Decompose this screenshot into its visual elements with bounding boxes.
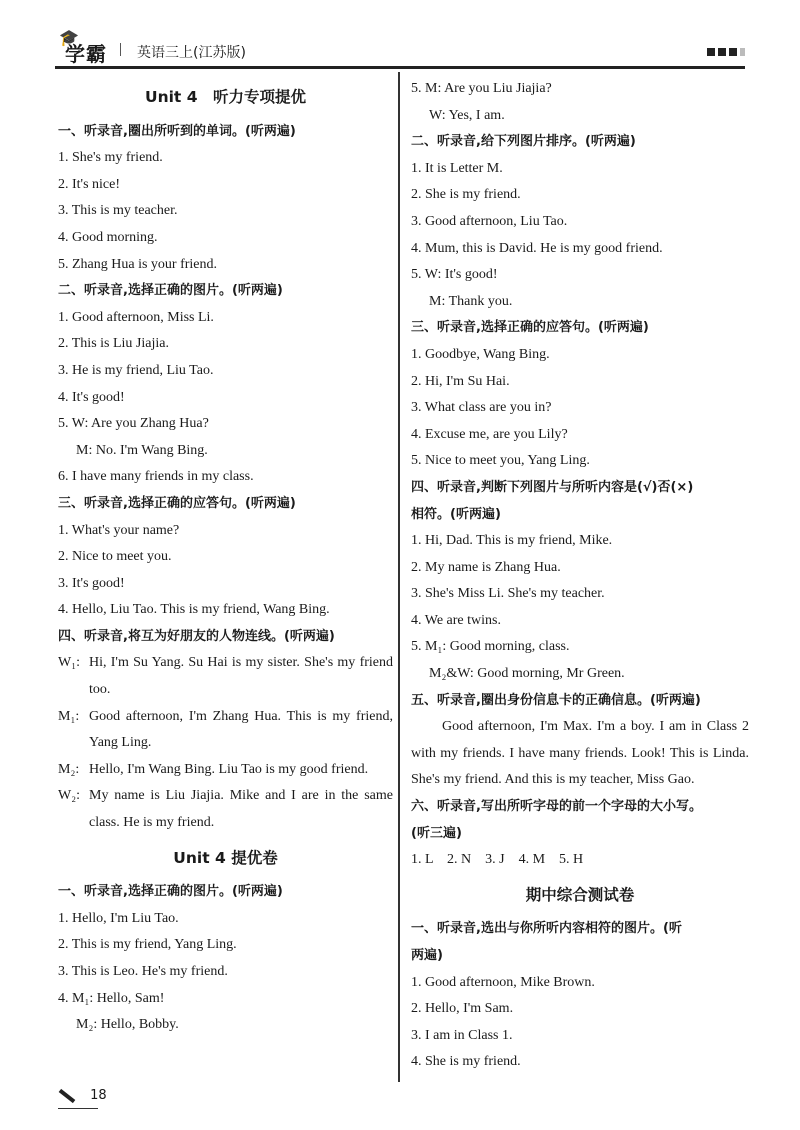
dialog-text: Hi, I'm Su Yang. Su Hai is my sister. She's my friend too. xyxy=(89,655,393,698)
list-item: 5. Zhang Hua is your friend. xyxy=(58,256,218,272)
section-heading: 一、听录音,选择正确的图片。(听两遍) xyxy=(58,884,283,900)
section-heading-cont: (听三遍) xyxy=(411,825,462,841)
column-divider xyxy=(398,72,400,1082)
list-item: 1. Goodbye, Wang Bing. xyxy=(411,346,550,362)
list-item: 5. M₁: Good morning, class. xyxy=(411,639,570,655)
dialog-text: Hello, I'm Wang Bing. Liu Tao is my good friend. xyxy=(89,761,369,777)
speaker-label: W₁: xyxy=(58,655,80,671)
list-item-continuation: W: Yes, I am. xyxy=(429,107,505,123)
list-item: 2. My name is Zhang Hua. xyxy=(411,559,561,575)
list-item: 1. It is Letter M. xyxy=(411,160,503,176)
list-item: 1. Good afternoon, Miss Li. xyxy=(58,309,214,325)
list-item: 2. She is my friend. xyxy=(411,187,521,203)
list-item: 3. She's Miss Li. She's my teacher. xyxy=(411,586,605,602)
section-heading-cont: 两遍) xyxy=(411,948,443,963)
list-item: 3. Good afternoon, Liu Tao. xyxy=(411,213,568,229)
left-column xyxy=(58,76,393,1039)
right-column xyxy=(411,76,749,1076)
list-item: 2. Nice to meet you. xyxy=(58,549,172,565)
list-item: 3. I am in Class 1. xyxy=(411,1027,513,1043)
list-item: 2. It's nice! xyxy=(58,176,121,192)
list-item: 3. He is my friend, Liu Tao. xyxy=(58,362,214,378)
dialog-text: Good afternoon, I'm Zhang Hua. This is my friend, Yang Ling. xyxy=(89,708,393,751)
section-title-unit4-listening: Unit 4 听力专项提优 xyxy=(144,88,307,106)
section-heading: 二、听录音,选择正确的图片。(听两遍) xyxy=(58,283,283,299)
list-item: 5. M: Are you Liu Jiajia? xyxy=(411,81,552,96)
list-item: 4. Mum, this is David. He is my good friend. xyxy=(411,240,663,256)
list-item: 3. This is my teacher. xyxy=(58,203,178,219)
list-item: 4. Hello, Liu Tao. This is my friend, Wang Bing. xyxy=(58,602,330,618)
brand-name: 学霸 xyxy=(65,42,107,66)
list-item: 4. M₁: Hello, Sam! xyxy=(58,990,165,1006)
list-item: 3. What class are you in? xyxy=(411,400,552,416)
dialog-line xyxy=(58,757,393,784)
list-item: 4. Good morning. xyxy=(58,229,158,245)
list-item: 6. I have many friends in my class. xyxy=(58,469,254,485)
list-item-continuation: M: Thank you. xyxy=(429,293,513,309)
section-heading: 一、听录音,选出与你所听内容相符的图片。(听 xyxy=(411,921,682,937)
list-item: 1. Hi, Dad. This is my friend, Mike. xyxy=(411,533,613,549)
list-item: 4. We are twins. xyxy=(411,612,501,628)
pen-icon xyxy=(59,1088,76,1102)
list-item: 1. She's my friend. xyxy=(58,150,163,166)
section-heading: 四、听录音,将互为好朋友的人物连线。(听两遍) xyxy=(58,628,335,644)
speaker-label: W₂: xyxy=(58,788,80,804)
section-heading: 六、听录音,写出所听字母的前一个字母的大小写。 xyxy=(411,799,702,815)
dialog-text: My name is Liu Jiajia. Mike and I are in the same class. He is my friend. xyxy=(89,788,393,831)
list-item: 1. Good afternoon, Mike Brown. xyxy=(411,974,595,990)
section-heading: 三、听录音,选择正确的应答句。(听两遍) xyxy=(58,495,296,511)
passage-text: Good afternoon, I'm Max. I'm a boy. I am in Class 2 with my friends. I have many friends. Look! This is Linda. She's my friend. And this is my teacher, Miss Gao. xyxy=(411,719,749,788)
list-item: 2. This is Liu Jiajia. xyxy=(58,336,169,352)
header-divider: | xyxy=(119,41,123,57)
list-item: 3. It's good! xyxy=(58,575,125,591)
list-item-continuation: M: No. I'm Wang Bing. xyxy=(76,442,208,458)
page-number: 18 xyxy=(90,1088,107,1103)
page-footer xyxy=(58,1088,107,1103)
section-title-unit4-test: Unit 4 提优卷 xyxy=(173,848,278,867)
list-item-continuation: M₂: Hello, Bobby. xyxy=(76,1017,179,1033)
list-item: 2. Hello, I'm Sam. xyxy=(411,1001,514,1017)
list-item: 2. This is my friend, Yang Ling. xyxy=(58,937,237,953)
list-item: 4. She is my friend. xyxy=(411,1054,521,1070)
section-heading: 四、听录音,判断下列图片与所听内容是(√)否(×) xyxy=(411,479,694,495)
section-heading: 二、听录音,给下列图片排序。(听两遍) xyxy=(411,134,636,150)
header-squares-icon xyxy=(707,48,745,56)
list-item: 2. Hi, I'm Su Hai. xyxy=(411,373,510,389)
list-item: 5. W: Are you Zhang Hua? xyxy=(58,416,209,432)
section-title-midterm: 期中综合测试卷 xyxy=(525,885,635,904)
list-item: 1. Hello, I'm Liu Tao. xyxy=(58,910,179,926)
speaker-label: M₂: xyxy=(58,761,80,777)
list-item-continuation: M₂&W: Good morning, Mr Green. xyxy=(429,666,625,682)
dialog-line xyxy=(58,650,393,703)
graduation-cap-icon: 🎓 xyxy=(59,28,80,47)
answer-line: 1. L 2. N 3. J 4. M 5. H xyxy=(411,852,584,868)
list-item: 4. It's good! xyxy=(58,389,125,405)
dialog-line xyxy=(58,704,393,757)
section-heading: 三、听录音,选择正确的应答句。(听两遍) xyxy=(411,320,649,336)
page-header xyxy=(55,28,745,66)
footer-rule xyxy=(58,1108,98,1109)
section-heading: 五、听录音,圈出身份信息卡的正确信息。(听两遍) xyxy=(411,692,701,708)
list-item: 5. Nice to meet you, Yang Ling. xyxy=(411,453,590,469)
section-heading-cont: 相符。(听两遍) xyxy=(411,506,501,522)
list-item: 1. What's your name? xyxy=(58,522,180,538)
section-heading: 一、听录音,圈出所听到的单词。(听两遍) xyxy=(58,123,296,139)
speaker-label: M₁: xyxy=(58,708,80,724)
list-item: 4. Excuse me, are you Lily? xyxy=(411,426,568,442)
dialog-line xyxy=(58,783,393,836)
list-item: 3. This is Leo. He's my friend. xyxy=(58,964,228,979)
brand-logo xyxy=(59,28,107,67)
book-title: 英语三上(江苏版) xyxy=(137,45,246,61)
header-rule xyxy=(55,66,745,69)
list-item: 5. W: It's good! xyxy=(411,267,498,283)
